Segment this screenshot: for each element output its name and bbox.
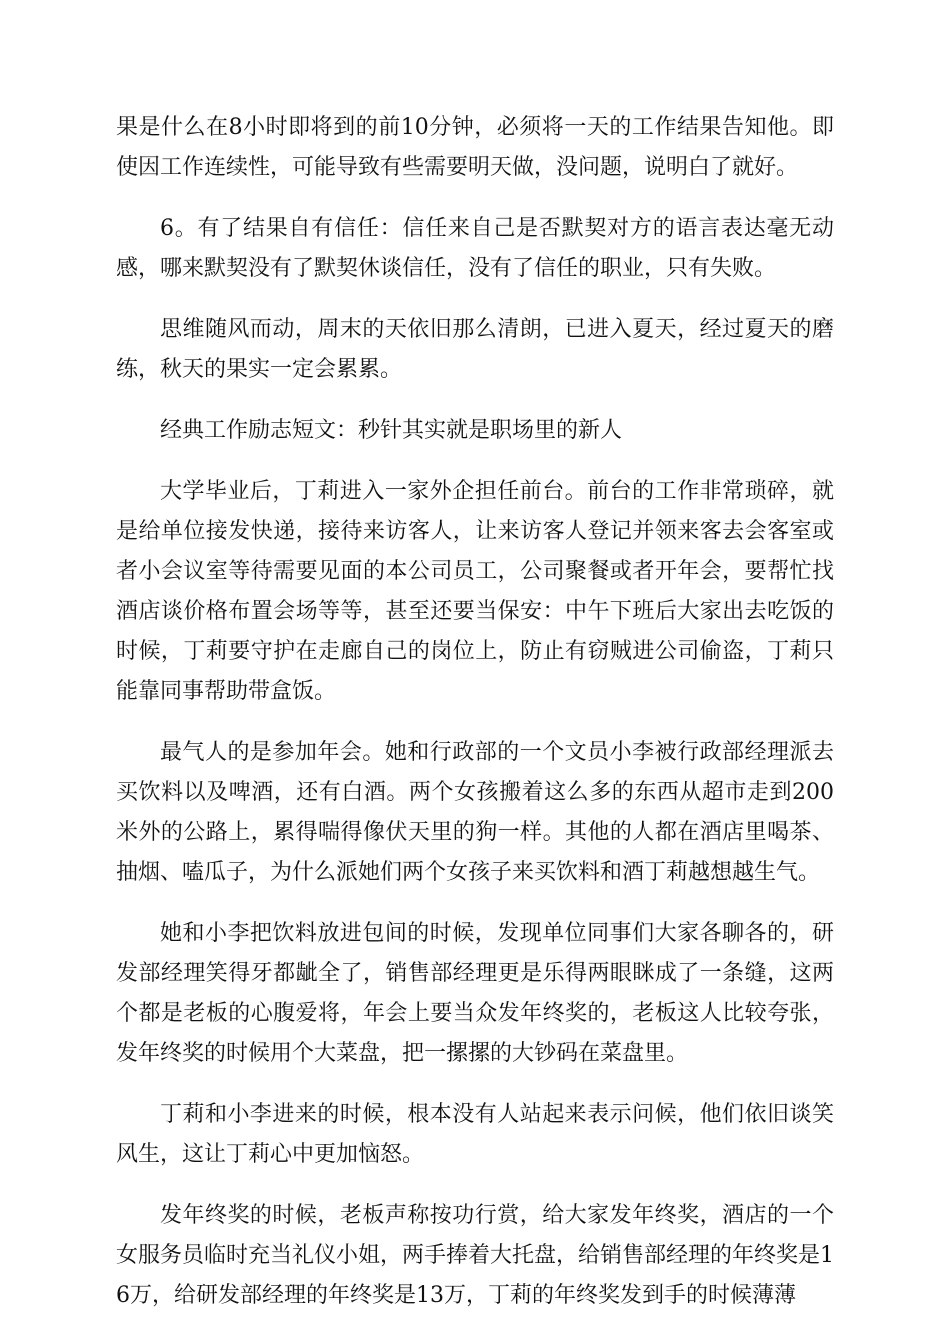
paragraph-annual-meeting: 最气人的是参加年会。她和行政部的一个文员小李被行政部经理派去买饮料以及啤酒，还有白酒。两个女孩搬着这么多的东西从超市走到200米外的公路上，累得喘得像伏天里的狗一样。其他的人都在酒店里喝茶、抽烟、嗑瓜子，为什么派她们两个女孩子来买饮料和酒丁莉越想越生气。 — [116, 740, 834, 885]
paragraph-trust: 6。有了结果自有信任：信任来自己是否默契对方的语言表达毫无动感，哪来默契没有了默契休谈信任，没有了信任的职业，只有失败。 — [116, 216, 834, 281]
paragraph-story-intro: 大学毕业后，丁莉进入一家外企担任前台。前台的工作非常琐碎，就是给单位接发快递，接待来访客人，让来访客人登记并领来客去会客室或者小会议室等待需要见面的本公司员工，公司聚餐或者开年会，要帮忙找酒店谈价格布置会场等等，甚至还要当保安：中午下班后大家出去吃饭的时候，丁莉要守护在走廊自己的岗位上，防止有窃贼进公司偷盗，丁莉只能靠同事帮助带盒饭。 — [116, 479, 834, 704]
paragraph-private-room: 她和小李把饮料放进包间的时候，发现单位同事们大家各聊各的，研发部经理笑得牙都龇全了，销售部经理更是乐得两眼眯成了一条缝，这两个都是老板的心腹爱将，年会上要当众发年终奖的，老板这人比较夸张，发年终奖的时候用个大菜盘，把一摞摞的大钞码在菜盘里。 — [116, 921, 834, 1066]
document-body — [116, 108, 834, 1337]
paragraph-no-greeting: 丁莉和小李进来的时候，根本没有人站起来表示问候，他们依旧谈笑风生，这让丁莉心中更加恼怒。 — [116, 1102, 834, 1167]
paragraph-reflection: 思维随风而动，周末的天依旧那么清朗，已进入夏天，经过夏天的磨练，秋天的果实一定会累累。 — [116, 317, 834, 382]
paragraph-bonus: 发年终奖的时候，老板声称按功行赏，给大家发年终奖，酒店的一个女服务员临时充当礼仪小姐，两手捧着大托盘，给销售部经理的年终奖是16万，给研发部经理的年终奖是13万，丁莉的年终奖发到手的时候薄薄 — [116, 1203, 834, 1308]
paragraph-continued: 果是什么在8小时即将到的前10分钟，必须将一天的工作结果告知他。即使因工作连续性，可能导致有些需要明天做，没问题，说明白了就好。 — [116, 115, 834, 180]
article-title: 经典工作励志短文：秒针其实就是职场里的新人 — [160, 418, 623, 443]
